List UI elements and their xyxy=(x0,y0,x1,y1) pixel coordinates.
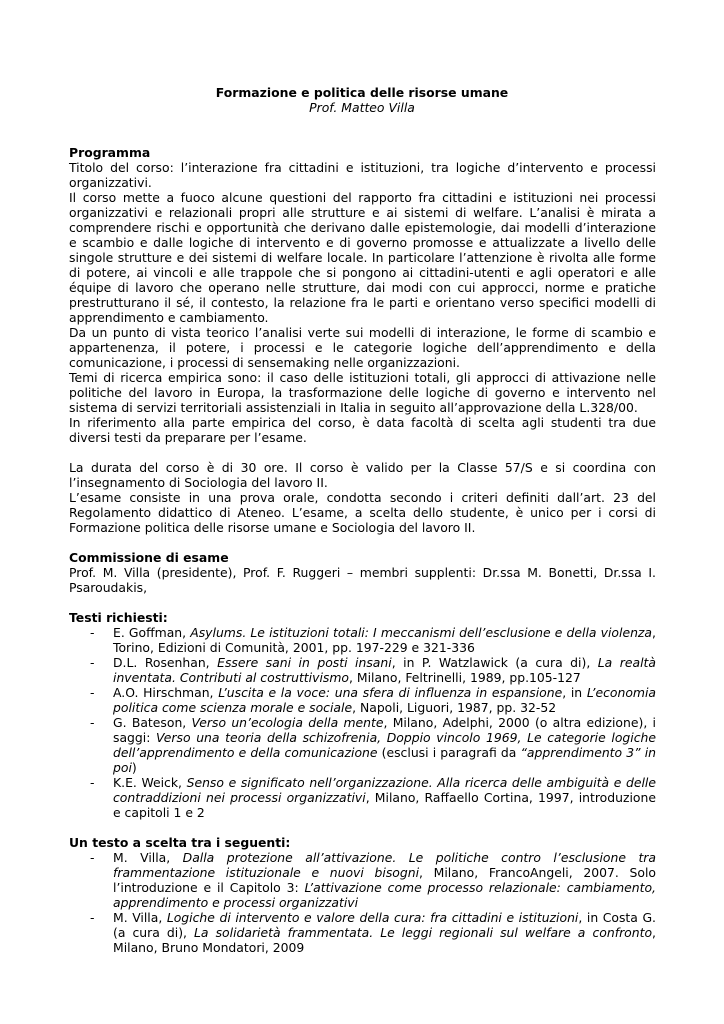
paragraph: Da un punto di vista teorico l’analisi verte sui modelli di interazione, le forme di scambio e appartenenza, il potere, i processi e le categorie logiche dell’apprendimento e della comunicazione, i processi di sensemaking nelle organizzazioni. xyxy=(69,325,656,370)
document-body xyxy=(69,145,656,955)
paragraph: Temi di ricerca empirica sono: il caso delle istituzioni totali, gli approcci di attivazione nelle politiche del lavoro in Europa, la trasformazione delle logiche di governo e intervento nel sistema di servizi territoriali assistenziali in Italia in seguito all’approvazione della L.328/00. xyxy=(69,370,656,415)
section-heading-scelta: Un testo a scelta tra i seguenti: xyxy=(69,835,291,850)
document-title: Formazione e politica delle risorse umane xyxy=(215,85,509,100)
list-item: - M. Villa, Dalla protezione all’attivazione. Le politiche contro l’esclusione tra frammentazione istituzionale e nuovi bisogni, Milano, FrancoAngeli, 2007. Solo l’introduzione e il Capitolo 3: L’attivazione come processo relazionale: cambiamento, apprendimento e processi organizzativi xyxy=(69,850,656,910)
section-heading-commissione: Commissione di esame xyxy=(69,550,229,565)
professor-name: Prof. Matteo Villa xyxy=(309,100,415,115)
paragraph: Titolo del corso: l’interazione fra cittadini e istituzioni, tra logiche d’intervento e processi organizzativi. xyxy=(69,160,656,190)
paragraph: Il corso mette a fuoco alcune questioni del rapporto fra cittadini e istituzioni nei processi organizzativi e relazionali propri alle strutture e ai sistemi di welfare. L’analisi è mirata a comprendere rischi e opportunità che derivano dalle epistemologie, dai modelli d’interazione e scambio e dalle logiche di intervento e di governo promosse e attualizzate a livello delle singole strutture e dei sistemi di welfare locale. In particolare l’attenzione è rivolta alle forme di potere, ai vincoli e alle trappole che si pongono ai cittadini-utenti e agli operatori e alle équipe di lavoro che operano nelle strutture, dai modi con cui approcci, norme e pratiche prestrutturano il sé, il contesto, la relazione fra le parti e orientano verso specifici modelli di apprendimento e cambiamento. xyxy=(69,190,656,325)
list-item: - E. Goffman, Asylums. Le istituzioni totali: I meccanismi dell’esclusione e della violenza, Torino, Edizioni di Comunità, 2001, pp. 197-229 e 321-336 xyxy=(69,625,656,655)
list-item: - G. Bateson, Verso un’ecologia della mente, Milano, Adelphi, 2000 (o altra edizione), i saggi: Verso una teoria della schizofrenia, Doppio vincolo 1969, Le categorie logiche dell’apprendimento e della comunicazione (esclusi i paragrafi da “apprendimento 3” in poi) xyxy=(69,715,656,775)
elective-texts-list xyxy=(69,850,656,955)
list-item: - D.L. Rosenhan, Essere sani in posti insani, in P. Watzlawick (a cura di), La realtà inventata. Contributi al costruttivismo, Milano, Feltrinelli, 1989, pp.105-127 xyxy=(69,655,656,685)
list-item: - M. Villa, Logiche di intervento e valore della cura: fra cittadini e istituzioni, in Costa G. (a cura di), La solidarietà frammentata. Le leggi regionali sul welfare a confronto, Milano, Bruno Mondatori, 2009 xyxy=(69,910,656,955)
paragraph: La durata del corso è di 30 ore. Il corso è valido per la Classe 57/S e si coordina con l’insegnamento di Sociologia del lavoro II. xyxy=(69,460,656,490)
list-item: - A.O. Hirschman, L’uscita e la voce: una sfera di influenza in espansione, in L’economia politica come scienza morale e sociale, Napoli, Liguori, 1987, pp. 32-52 xyxy=(69,685,656,715)
section-heading-testi: Testi richiesti: xyxy=(69,610,168,625)
paragraph: In riferimento alla parte empirica del corso, è data facoltà di scelta agli studenti tra due diversi testi da preparare per l’esame. xyxy=(69,415,656,445)
paragraph: L’esame consiste in una prova orale, condotta secondo i criteri definiti dall’art. 23 del Regolamento didattico di Ateneo. L’esame, a scelta dello studente, è unico per i corsi di Formazione politica delle risorse umane e Sociologia del lavoro II. xyxy=(69,490,656,535)
paragraph: Prof. M. Villa (presidente), Prof. F. Ruggeri – membri supplenti: Dr.ssa M. Bonetti, Dr.ssa I. Psaroudakis, xyxy=(69,565,656,595)
required-texts-list xyxy=(69,625,656,820)
list-item: - K.E. Weick, Senso e significato nell’organizzazione. Alla ricerca delle ambiguità e delle contraddizioni nei processi organizzativi, Milano, Raffaello Cortina, 1997, introduzione e capitoli 1 e 2 xyxy=(69,775,656,820)
section-heading-programma: Programma xyxy=(69,145,151,160)
